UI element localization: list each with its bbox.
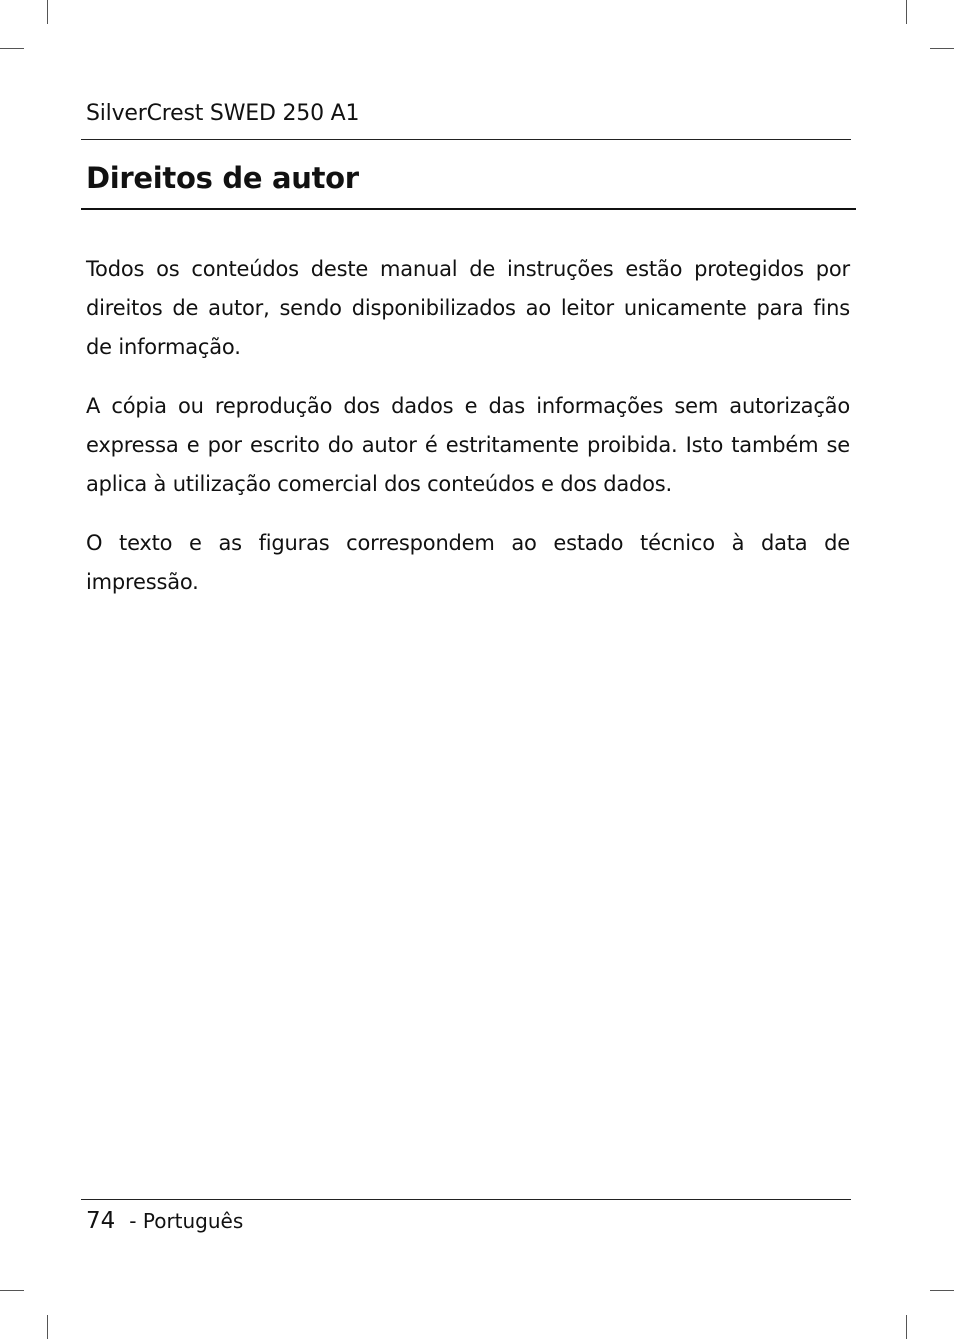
page-number: 74 [86,1208,116,1234]
paragraph: O texto e as figuras correspondem ao estado técnico à data de impressão. [86,531,850,594]
footer-rule [81,1199,851,1200]
header-rule [81,139,851,140]
crop-mark-top-left-vertical [47,0,48,24]
title-rule [81,208,856,210]
section-title: Direitos de autor [86,161,359,195]
running-header: SilverCrest SWED 250 A1 [86,101,360,126]
paragraph: A cópia ou reprodução dos dados e das informações sem autorização expressa e por escrito do autor é estritamente proibida. Isto também se aplica à utilização comercial dos conteúdos e dos dados. [86,394,850,496]
crop-mark-top-right-vertical [906,0,907,24]
crop-mark-bottom-right-horizontal [930,1290,954,1291]
crop-mark-top-right-horizontal [930,48,954,49]
crop-mark-bottom-left-horizontal [0,1290,24,1291]
body-text [86,250,850,622]
page-footer [86,1206,243,1237]
paragraph: Todos os conteúdos deste manual de instruções estão protegidos por direitos de autor, sendo disponibilizados ao leitor unicamente para fins de informação. [86,257,850,359]
crop-mark-bottom-left-vertical [47,1315,48,1339]
crop-mark-bottom-right-vertical [906,1315,907,1339]
crop-mark-top-left-horizontal [0,48,24,49]
footer-language: - Português [129,1209,244,1233]
